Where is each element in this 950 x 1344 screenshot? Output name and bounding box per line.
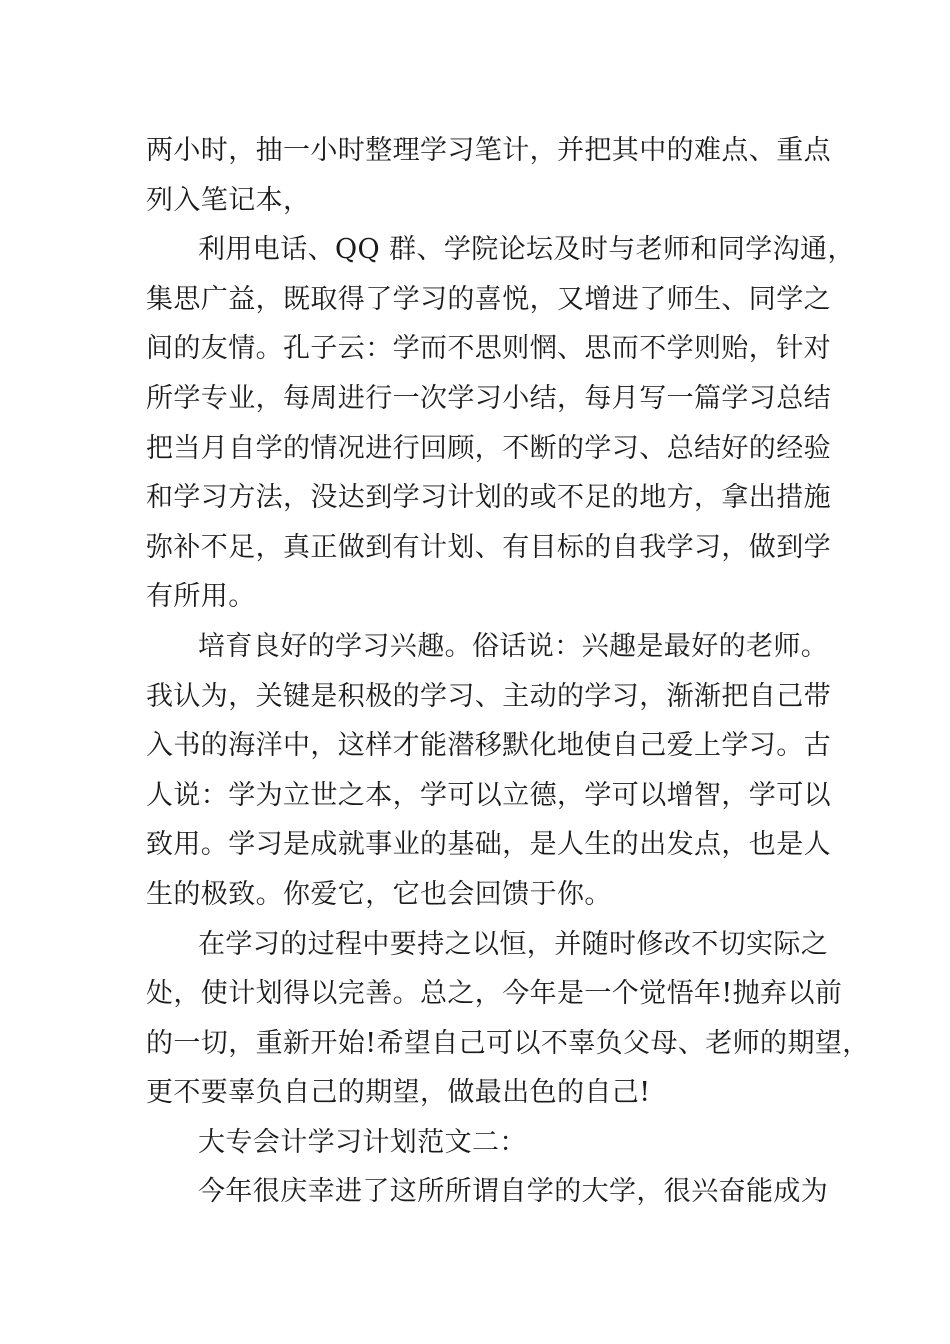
text-line: 间的友情。孔子云：学而不思则惘、思而不学则贻，针对 xyxy=(146,333,831,365)
text-line: 处，使计划得以完善。总之，今年是一个觉悟年!抛弃以前 xyxy=(146,978,843,1010)
section-heading: 大专会计学习计划范文二： xyxy=(198,1126,527,1158)
text-line: 集思广益，既取得了学习的喜悦，又增进了师生、同学之 xyxy=(146,283,831,315)
text-line: 所学专业，每周进行一次学习小结，每月写一篇学习总结 xyxy=(146,382,831,414)
text-line: 把当月自学的情况进行回顾，不断的学习、总结好的经验 xyxy=(146,432,831,464)
text-line: 致用。学习是成就事业的基础，是人生的出发点，也是人 xyxy=(146,829,831,861)
text-line: 的一切，重新开始!希望自己可以不辜负父母、老师的期望， xyxy=(146,1027,870,1059)
text-line: 生的极致。你爱它，它也会回馈于你。 xyxy=(146,878,612,910)
text-line: 更不要辜负自己的期望，做最出色的自己! xyxy=(146,1077,651,1109)
text-line: 入书的海洋中，这样才能潜移默化地使自己爱上学习。古 xyxy=(146,730,831,762)
text-line: 列入笔记本， xyxy=(146,184,311,216)
document-body xyxy=(146,126,870,1217)
paragraph-start-line: 培育良好的学习兴趣。俗话说：兴趣是最好的老师。 xyxy=(198,630,829,662)
text-line: 弥补不足，真正做到有计划、有目标的自我学习，做到学 xyxy=(146,531,831,563)
text-line: 两小时，抽一小时整理学习笔计，并把其中的难点、重点 xyxy=(146,135,831,166)
text-line: 和学习方法，没达到学习计划的或不足的地方，拿出措施 xyxy=(146,482,831,514)
paragraph-start-line: 今年很庆幸进了这所所谓自学的大学，很兴奋能成为 xyxy=(198,1176,829,1208)
text-line: 我认为，关键是积极的学习、主动的学习，渐渐把自己带 xyxy=(146,680,831,712)
paragraph-start-line: 在学习的过程中要持之以恒，并随时修改不切实际之 xyxy=(198,928,829,960)
paragraph-start-line: 利用电话、QQ 群、学院论坛及时与老师和同学沟通， xyxy=(198,234,855,266)
text-line: 人说：学为立世之本，学可以立德，学可以增智，学可以 xyxy=(146,779,831,811)
text-line: 有所用。 xyxy=(146,581,256,613)
